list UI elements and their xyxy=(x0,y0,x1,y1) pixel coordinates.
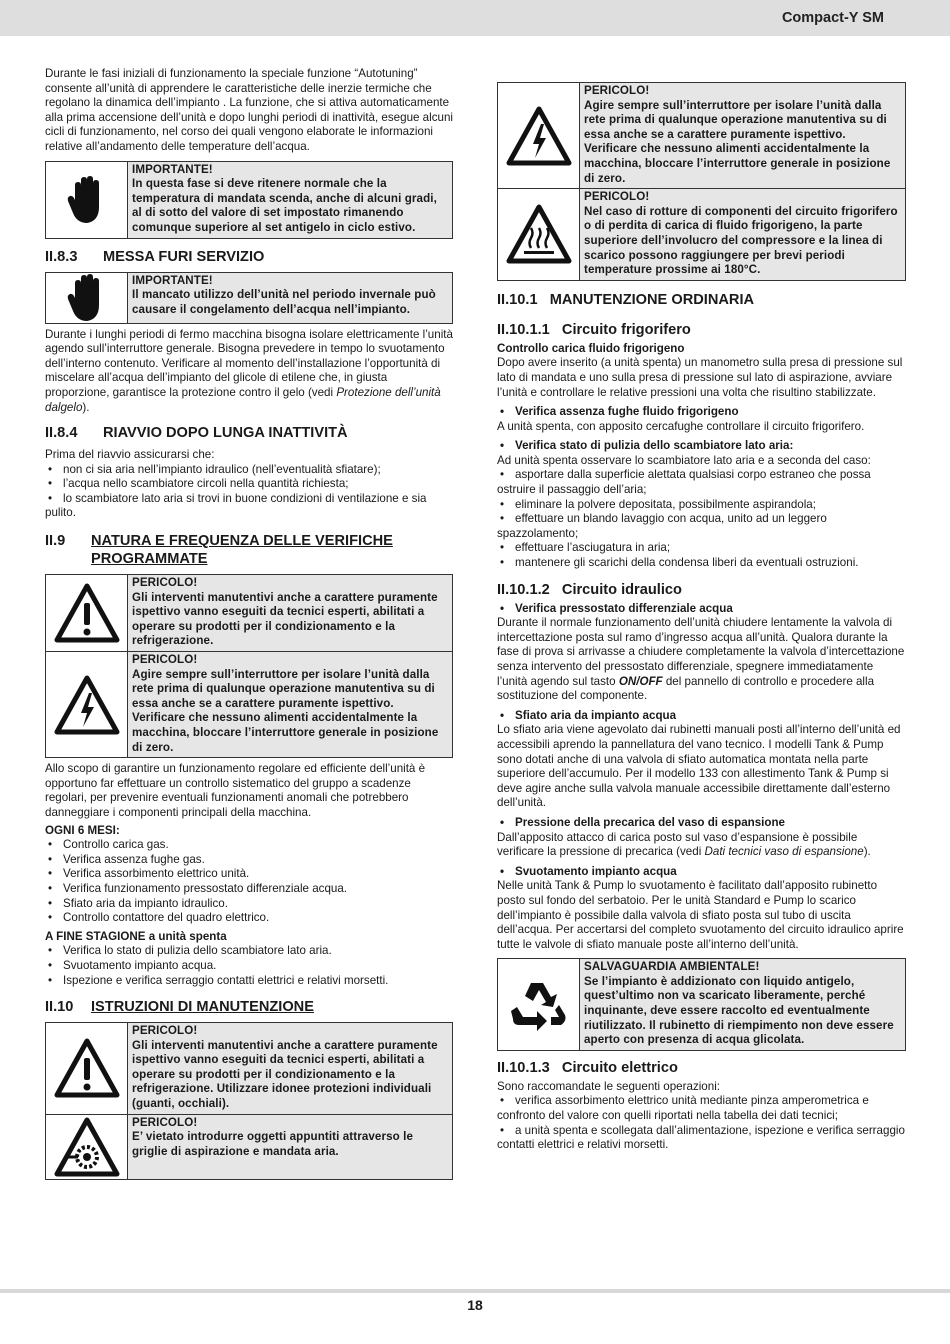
list-item: • Verifica assorbimento elettrico unità. xyxy=(45,867,453,882)
list-item: • Ispezione e verifica serraggio contatti elettrici e relativi morsetti. xyxy=(45,974,453,989)
danger-label: PERICOLO! xyxy=(132,576,198,590)
air-title: • Sfiato aria da impianto acqua xyxy=(497,709,906,724)
clean-list xyxy=(497,439,906,454)
list-item: • lo scambiatore lato aria si trovi in buone condizioni di ventilazione e sia pulito. xyxy=(45,492,453,521)
warning-triangle-icon xyxy=(46,575,128,651)
list-item: • l’acqua nello scambiatore circoli nella quantità richiesta; xyxy=(45,477,453,492)
season-list xyxy=(45,944,453,988)
danger-label: PERICOLO! xyxy=(584,190,650,204)
press-list xyxy=(497,602,906,617)
list-item: • Verifica assenza fughe gas. xyxy=(45,853,453,868)
list-item: • non ci sia aria nell’impianto idraulico (nell’eventualità sfiatare); xyxy=(45,463,453,478)
footer-divider xyxy=(0,1289,950,1293)
danger-text: E’ vietato introdurre oggetti appuntiti attraverso le griglie di aspirazione e mandata aria. xyxy=(132,1130,414,1158)
electric-intro: Sono raccomandate le seguenti operazioni: xyxy=(497,1079,721,1093)
important-box-2 xyxy=(45,272,453,324)
danger-box-6 xyxy=(497,188,906,281)
right-column xyxy=(497,82,906,1153)
six-months-title: OGNI 6 MESI: xyxy=(45,823,120,837)
charge-title: Controllo carica fluido frigorigeno xyxy=(497,341,685,355)
danger-text: Nel caso di rotture di componenti del circuito frigorifero o di perdita di carica di fluido frigorigeno, la parte superiore dell’involucro del compressore e la linea di scarico possono raggiungere per brevi periodi temperature prossime ai 180°C. xyxy=(584,204,898,277)
environment-label: SALVAGUARDIA AMBIENTALE! xyxy=(584,960,760,974)
restart-list xyxy=(45,463,453,521)
air-list xyxy=(497,709,906,724)
environment-text: Se l’impianto è addizionato con liquido antigelo, quest’ultimo non va scaricato liberamente, perché inquinante, deve essere raccolto ed eventualmente riutilizzato. Il rubinetto di riempimento non deve essere aperto con presenza di acqua glicolata. xyxy=(584,974,894,1047)
clean-title: • Verifica stato di pulizia dello scambiatore lato aria: xyxy=(497,439,906,454)
press-body: Durante il normale funzionamento dell’unità chiudere lentamente la valvola di intercettazione posta sul ramo d’ingresso acqua all’unità. Qualora durante la fase di prova si arrivasse a chiudere completamente la valvola d’intercettazione senza intervento del pressostato differenziale, spegnere immediatamente l’unità agendo sul tasto ON/OFF del pannello di controllo e procedere alla sostituzione del componente. xyxy=(497,616,905,703)
section-heading-ii-10: II.10 ISTRUZIONI DI MANUTENZIONE xyxy=(45,999,314,1016)
warning-triangle-icon xyxy=(46,1023,128,1114)
hand-stop-icon xyxy=(46,162,128,238)
danger-label: PERICOLO! xyxy=(132,653,198,667)
electric-list xyxy=(497,1094,906,1152)
section-heading-ii-8-4: II.8.4 RIAVVIO DOPO LUNGA INATTIVITÀ xyxy=(45,425,348,442)
list-item: • Verifica funzionamento pressostato differenziale acqua. xyxy=(45,882,453,897)
section-heading-ii-10-1: II.10.1 MANUTENZIONE ORDINARIA xyxy=(497,291,755,308)
section-heading-ii-10-1-1: II.10.1.1 Circuito frigorifero xyxy=(497,321,691,338)
list-item: • Svuotamento impianto acqua. xyxy=(45,959,453,974)
danger-text: Agire sempre sull’interruttore per isolare l’unità dalla rete prima di qualunque operazione manutentiva su di essa anche se a carattere puramente ispettivo. Verificare che nessuno alimenti accidentalmente la macchina, bloccare l’interruttore generale in posizione di zero. xyxy=(584,98,891,185)
environment-box xyxy=(497,958,906,1051)
danger-text: Gli interventi manutentivi anche a carattere puramente ispettivo vanno eseguiti da tecnici esperti, abilitati a operare su prodotti per il condizionamento e la refrigerazione. Utilizzare idonee protezioni individuali (guanti, occhiali). xyxy=(132,1038,438,1111)
charge-body: Dopo avere inserito (a unità spenta) un manometro sulla presa di pressione sul lato di mandata e uno sulla presa di pressione sul lato di aspirazione, avviare l’unità e controllare le relative pressioni una volta che risultino stabilizzate. xyxy=(497,356,903,399)
list-item: • verifica assorbimento elettrico unità mediante pinza amperometrica e confronto del valore con quelli riportati nella tabella dei dati tecnici; xyxy=(497,1094,906,1123)
hot-surface-icon xyxy=(498,189,580,280)
list-item: • Verifica lo stato di pulizia dello scambiatore lato aria. xyxy=(45,944,453,959)
list-item: • Controllo carica gas. xyxy=(45,838,453,853)
recycle-icon xyxy=(498,959,580,1050)
list-item: • a unità spenta e scollegata dall’alimentazione, ispezione e verifica serraggio contatti elettrici e relativi morsetti. xyxy=(497,1124,906,1153)
section-heading-ii-10-1-2: II.10.1.2 Circuito idraulico xyxy=(497,581,682,598)
danger-box-3 xyxy=(45,1022,453,1115)
danger-box-1 xyxy=(45,574,453,652)
important-label: IMPORTANTE! xyxy=(132,162,213,176)
six-months-list xyxy=(45,838,453,926)
section-ii-8-3-body: Durante i lunghi periodi di fermo macchina bisogna isolare elettricamente l’unità agendo sull’interruttore generale. Bisogna prevedere in tempo lo svuotamento dell’interno contenuto. Verificare al momento dell’installazione l’opportunità di miscelare all’acqua dell’impianto del glicole di etilene che, in giusta proporzione, garantisce la protezione contro il gelo (vedi Protezione dell’unità dalgelo). xyxy=(45,327,453,414)
vessel-list xyxy=(497,816,906,831)
list-item: • Controllo contattore del quadro elettrico. xyxy=(45,911,453,926)
section-heading-ii-8-3: II.8.3 MESSA FURI SERVIZIO xyxy=(45,248,265,265)
clean-items xyxy=(497,468,906,570)
intro-paragraph: Durante le fasi iniziali di funzionamento la speciale funzione “Autotuning” consente all’unità di apprendere le caratteristiche delle inerzie termiche che regolano la dinamica dell’impianto . La funzione, che si attiva automaticamente alla prima accensione dell’unità e dopo lunghi periodi di inattività, esegue alcuni cicli di funzionamento, nel corso dei quali vengono elaborate le informazioni relative all’andamento delle temperature dell’acqua. xyxy=(45,67,453,153)
press-title: • Verifica pressostato differenziale acqua xyxy=(497,602,906,617)
vessel-title: • Pressione della precarica del vaso di espansione xyxy=(497,816,906,831)
list-item: • effettuare l’asciugatura in aria; xyxy=(497,541,906,556)
section-heading-ii-10-1-3: II.10.1.3 Circuito elettrico xyxy=(497,1059,678,1076)
leak-title: • Verifica assenza fughe fluido frigorigeno xyxy=(497,405,906,420)
hand-stop-icon xyxy=(46,273,128,323)
left-column xyxy=(45,67,453,1184)
important-label: IMPORTANTE! xyxy=(132,273,213,287)
page-number: 18 xyxy=(467,1297,483,1313)
list-item: • mantenere gli scarichi della condensa liberi da eventuali ostruzioni. xyxy=(497,556,906,571)
danger-box-5 xyxy=(497,82,906,189)
drain-body: Nelle unità Tank & Pump lo svuotamento è facilitato dall’apposito rubinetto posto sul fondo del serbatoio. Per le unità Standard e Pump lo scarico dell’impianto è possibile dalla valvola di sfiato posta sul tubo di uscita dell’acqua. Per accertarsi del completo svuotamento del circuito idraulico aprire tutte le valvole di sfiato manuale poste all’interno dell’unità. xyxy=(497,879,904,951)
danger-label: PERICOLO! xyxy=(584,84,650,97)
danger-label: PERICOLO! xyxy=(132,1115,198,1129)
danger-box-2 xyxy=(45,651,453,758)
drain-list xyxy=(497,865,906,880)
electric-hazard-icon xyxy=(46,652,128,757)
leak-body: A unità spenta, con apposito cercafughe controllare il circuito frigorifero. xyxy=(497,419,865,433)
air-body: Lo sfiato aria viene agevolato dai rubinetti manuali posti all’interno dell’unità ed accessibili aprendo la pannellatura del vano tecnico. I modelli Tank & Pump sono dotati anche di una valvola di sfiato automatica montata nella parte superiore dell’accumulo. Per il modello 133 con allestimento Tank & Pump si deve agire anche sulla valvola manuale accessibile direttamente dall’esterno dell’unità. xyxy=(497,723,901,810)
maintenance-intro: Allo scopo di garantire un funzionamento regolare ed efficiente dell’unità è opportuno far effettuare un controllo sistematico del gruppo a scadenze regolari, per prevenire eventuali funzionamenti anomali che potrebbero danneggiare i componenti principali della macchina. xyxy=(45,762,426,819)
vessel-body: Dall’apposito attacco di carica posto sul vaso d’espansione è possibile verificare la pressione di precarica (vedi Dati tecnici vaso di espansione). xyxy=(497,830,871,859)
page-header xyxy=(0,0,950,36)
season-title: A FINE STAGIONE a unità spenta xyxy=(45,929,227,943)
restart-intro: Prima del riavvio assicurarsi che: xyxy=(45,448,215,462)
leak-list xyxy=(497,405,906,420)
list-item: • eliminare la polvere depositata, possibilmente aspirandola; xyxy=(497,498,906,513)
danger-text: Gli interventi manutentivi anche a carattere puramente ispettivo vanno eseguiti da tecnici esperti, abilitati a operare su prodotti per il condizionamento e la refrigerazione. xyxy=(132,590,438,648)
important-box-1 xyxy=(45,161,453,239)
section-heading-ii-9: II.9 NATURA E FREQUENZA DELLE VERIFICHE PROGRAMMATE xyxy=(45,533,393,568)
clean-body: Ad unità spenta osservare lo scambiatore lato aria e a seconda del caso: xyxy=(497,453,871,467)
important-text: Il mancato utilizzo dell’unità nel periodo invernale può causare il congelamento dell’acqua nell’impianto. xyxy=(132,288,436,316)
danger-box-4 xyxy=(45,1114,453,1180)
list-item: • Sfiato aria da impianto idraulico. xyxy=(45,897,453,912)
danger-label: PERICOLO! xyxy=(132,1024,198,1038)
list-item: • effettuare un blando lavaggio con acqua, unito ad un leggero spazzolamento; xyxy=(497,512,906,541)
drain-title: • Svuotamento impianto acqua xyxy=(497,865,906,880)
moving-parts-hazard-icon xyxy=(46,1115,128,1179)
important-text: In questa fase si deve ritenere normale che la temperatura di mandata scenda, anche di alcuni gradi, al di sotto del valore di set impostato rimanendo comunque superiore al set antigelo in ciclo estivo. xyxy=(132,177,437,234)
danger-text: Agire sempre sull’interruttore per isolare l’unità dalla rete prima di qualunque operazione manutentiva su di essa anche se a carattere puramente ispettivo. Verificare che nessuno alimenti accidentalmente la macchina, bloccare l’interruttore generale in posizione di zero. xyxy=(132,667,439,754)
electric-hazard-icon xyxy=(498,83,580,188)
document-title: Compact-Y SM xyxy=(781,10,884,26)
list-item: • asportare dalla superficie alettata qualsiasi corpo estraneo che possa ostruire il passaggio dell’aria; xyxy=(497,468,906,497)
